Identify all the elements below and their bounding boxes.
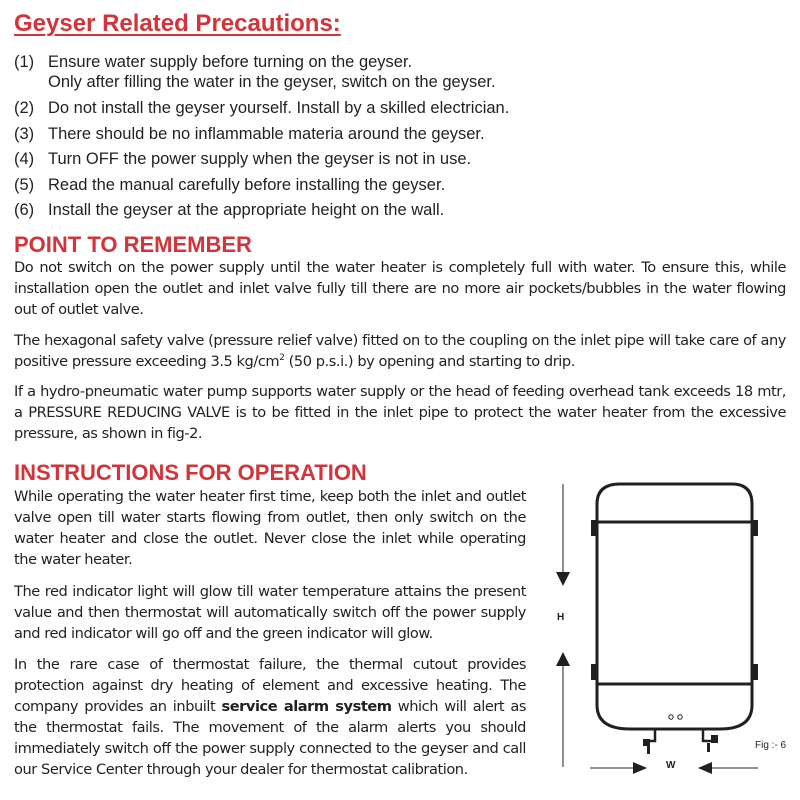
item-number: (3) (14, 125, 35, 143)
item-number: (1) (14, 53, 35, 71)
precaution-item-3 (14, 124, 485, 144)
arrow-right-icon (633, 762, 647, 774)
remember-paragraph-3: If a hydro-pneumatic water pump supports water supply or the head of feeding overhead tank exceeds 18 mtr, a PRESSURE REDUCING VALVE is to be fitted in the inlet pipe to protect the water heater from the excessive pressure, as shown in fig-2. (14, 383, 786, 442)
remember-paragraph-2 (14, 330, 786, 372)
paragraph-text-end: which will alert as the thermostat fails. The movement of the alarm alerts you should immediately switch off the power supply connected to the geyser and call our Service Center through your dealer for thermostat calibration. (14, 698, 527, 778)
operation-title: INSTRUCTIONS FOR OPERATION (14, 460, 367, 485)
precautions-title: Geyser Related Precautions: (14, 10, 341, 37)
precaution-item-1 (14, 52, 496, 92)
paragraph-text-end: (50 p.s.i.) by opening and starting to drip. (284, 353, 575, 370)
precaution-item-4 (14, 149, 471, 169)
item-text: Read the manual carefully before installing the geyser. (48, 176, 446, 194)
item-text-continued: Only after filling the water in the geyser, switch on the geyser. (48, 73, 496, 91)
service-alarm-bold: service alarm system (221, 698, 392, 715)
precaution-item-5 (14, 175, 445, 195)
operation-paragraph-3 (14, 654, 526, 780)
item-text: Ensure water supply before turning on the geyser. (48, 53, 413, 71)
item-text: Turn OFF the power supply when the geyser is not in use. (48, 150, 472, 168)
item-number: (4) (14, 150, 35, 168)
arrow-up-icon (556, 652, 570, 666)
arrow-left-icon (698, 762, 712, 774)
height-label: H (557, 612, 565, 623)
figure-caption: Fig :- 6 (755, 740, 787, 751)
precaution-item-2 (14, 98, 509, 118)
width-label: W (666, 760, 676, 771)
geyser-tank-icon (591, 484, 758, 754)
paragraph-text: In the rare case of thermostat failure, the thermal cutout provides protection against dry heating of element and excessive heating. The company provides an inbuilt (14, 656, 526, 715)
remember-title: POINT TO REMEMBER (14, 232, 252, 257)
item-number: (2) (14, 99, 35, 117)
item-text: There should be no inflammable materia around the geyser. (48, 125, 485, 143)
item-number: (6) (14, 201, 35, 219)
remember-paragraph-1: Do not switch on the power supply until the water heater is completely full with water. To ensure this, while installation open the outlet and inlet valve fully till there are no more air pockets/bubbles in the water flowing out of outlet valve. (14, 259, 786, 318)
operation-paragraph-2: The red indicator light will glow till water temperature attains the present value and then thermostat will automatically switch off the power supply and red indicator will go off and the green indicator will glow. (14, 583, 526, 642)
item-text: Install the geyser at the appropriate height on the wall. (48, 201, 445, 219)
paragraph-text: The hexagonal safety valve (pressure relief valve) fitted on to the coupling on the inlet pipe will take care of any positive pressure exceeding 3.5 kg/cm (14, 332, 786, 370)
superscript: 2 (279, 353, 285, 364)
item-number: (5) (14, 176, 35, 194)
arrow-down-icon (556, 572, 570, 586)
item-text: Do not install the geyser yourself. Install by a skilled electrician. (48, 99, 510, 117)
operation-paragraph-1: While operating the water heater first time, keep both the inlet and outlet valve open till water starts flowing from outlet, then only switch on the water heater and close the outlet. Never close the inlet while operating the water heater. (14, 488, 526, 568)
precaution-item-6 (14, 200, 444, 220)
